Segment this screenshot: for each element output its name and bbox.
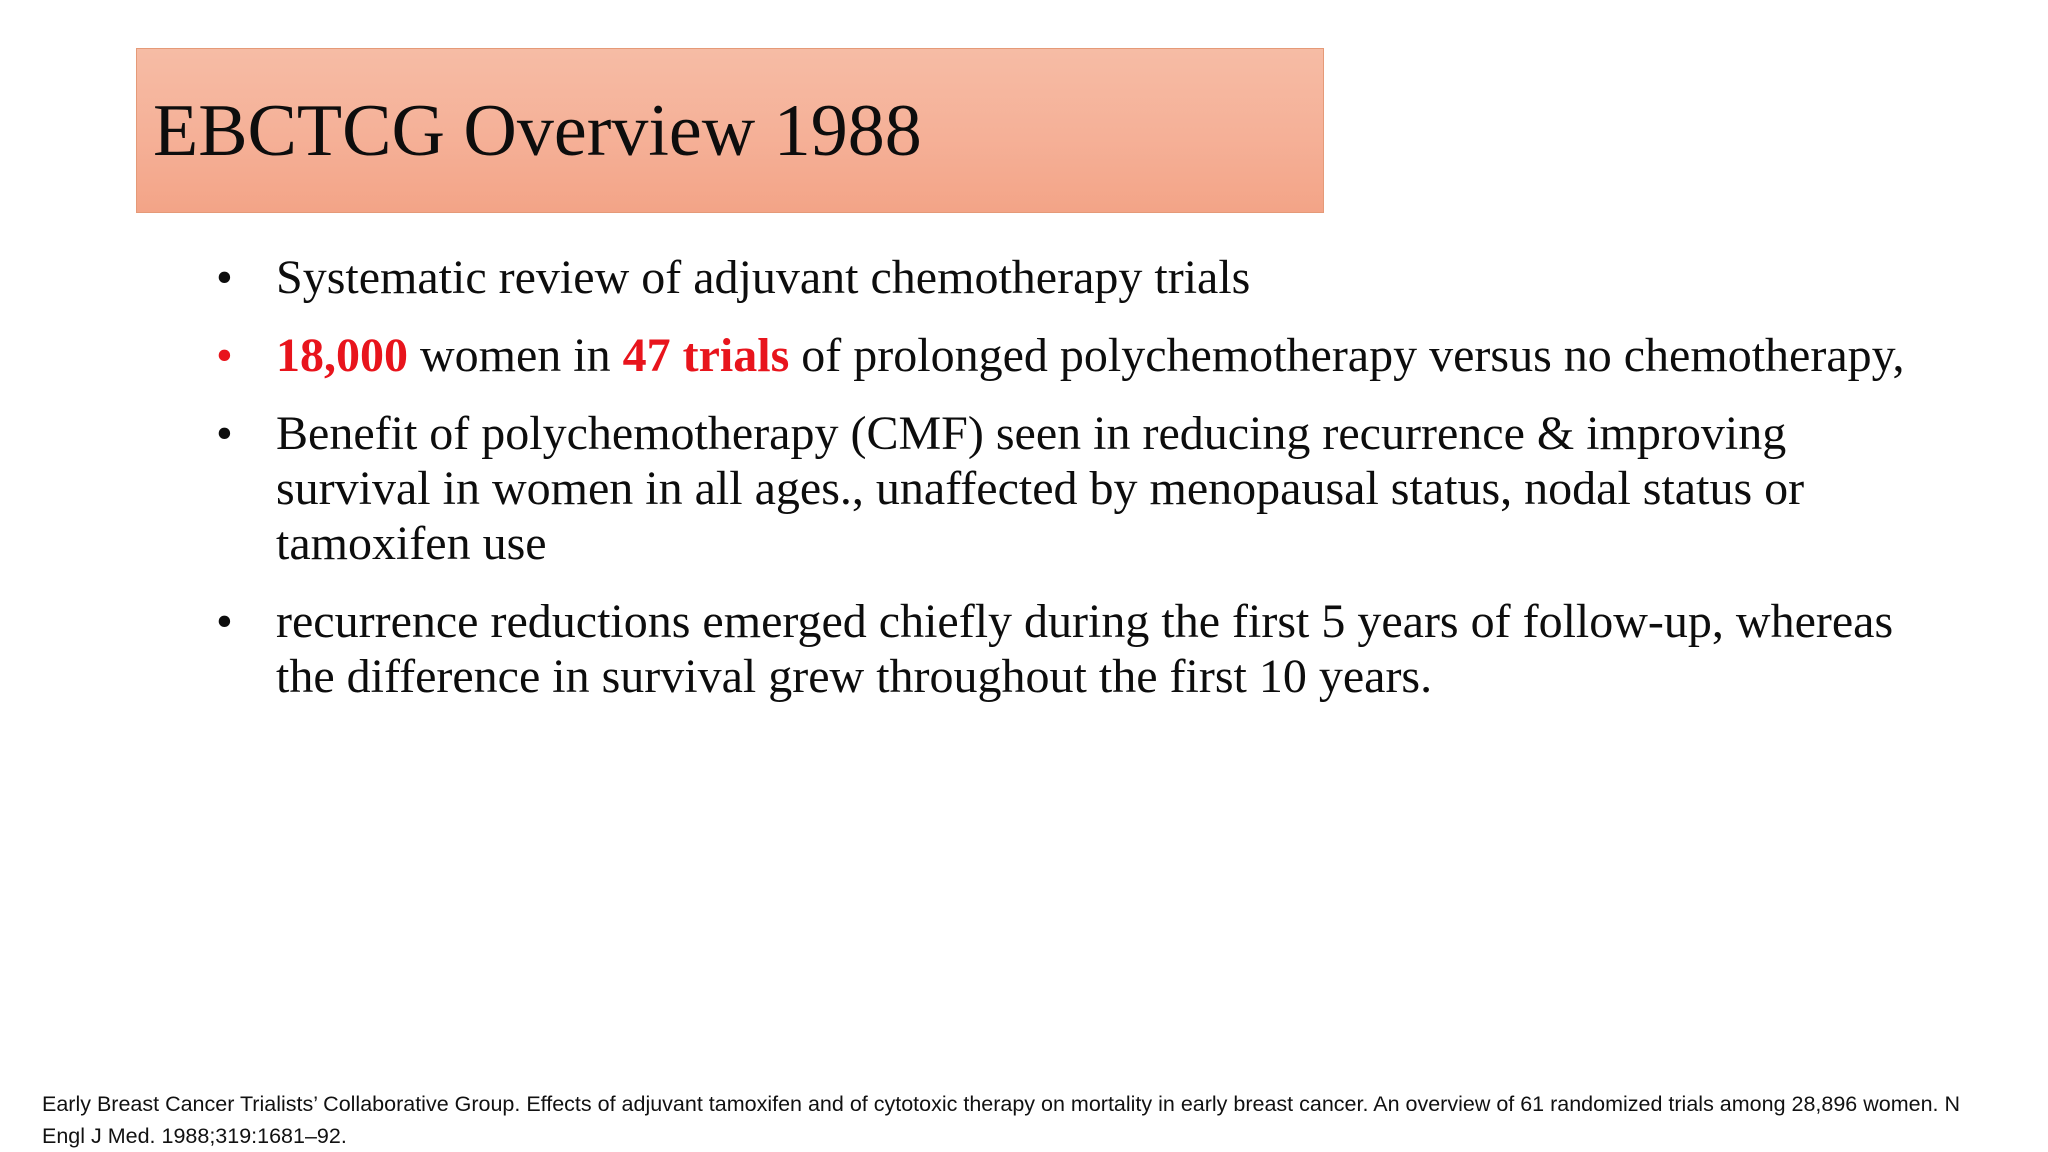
bullet-item	[210, 406, 1930, 571]
title-banner	[136, 48, 1324, 213]
bullet-icon: •	[216, 329, 233, 382]
bullet-item	[210, 250, 1930, 305]
highlight-trial-count: 47 trials	[622, 329, 790, 382]
bullet-text: recurrence reductions emerged chiefly during the first 5 years of follow-up, whereas the difference in survival grew throughout the first 10 years.	[276, 595, 1894, 703]
bullet-text: women in	[408, 329, 623, 382]
bullet-text: of prolonged polychemotherapy versus no chemotherapy,	[789, 329, 1905, 382]
bullet-text: Systematic review of adjuvant chemotherapy trials	[276, 251, 1251, 304]
bullet-item	[210, 594, 1930, 704]
bullet-list	[210, 250, 1930, 727]
highlight-women-count: 18,000	[276, 329, 408, 382]
bullet-icon: •	[216, 595, 233, 648]
citation-footnote: Early Breast Cancer Trialists’ Collaborative Group. Effects of adjuvant tamoxifen and of cytotoxic therapy on mortality in early breast cancer. An overview of 61 randomized trials among 28,896 women. N Engl J Med. 1988;319:1681–92.	[42, 1092, 1961, 1148]
bullet-text: Benefit of polychemotherapy (CMF) seen in reducing recurrence & improving survival in women in all ages., unaffected by menopausal status, nodal status or tamoxifen use	[276, 407, 1805, 570]
bullet-item	[210, 328, 1930, 383]
bullet-icon: •	[216, 407, 233, 460]
bullet-icon: •	[216, 251, 233, 304]
slide-title: EBCTCG Overview 1988	[153, 89, 922, 172]
